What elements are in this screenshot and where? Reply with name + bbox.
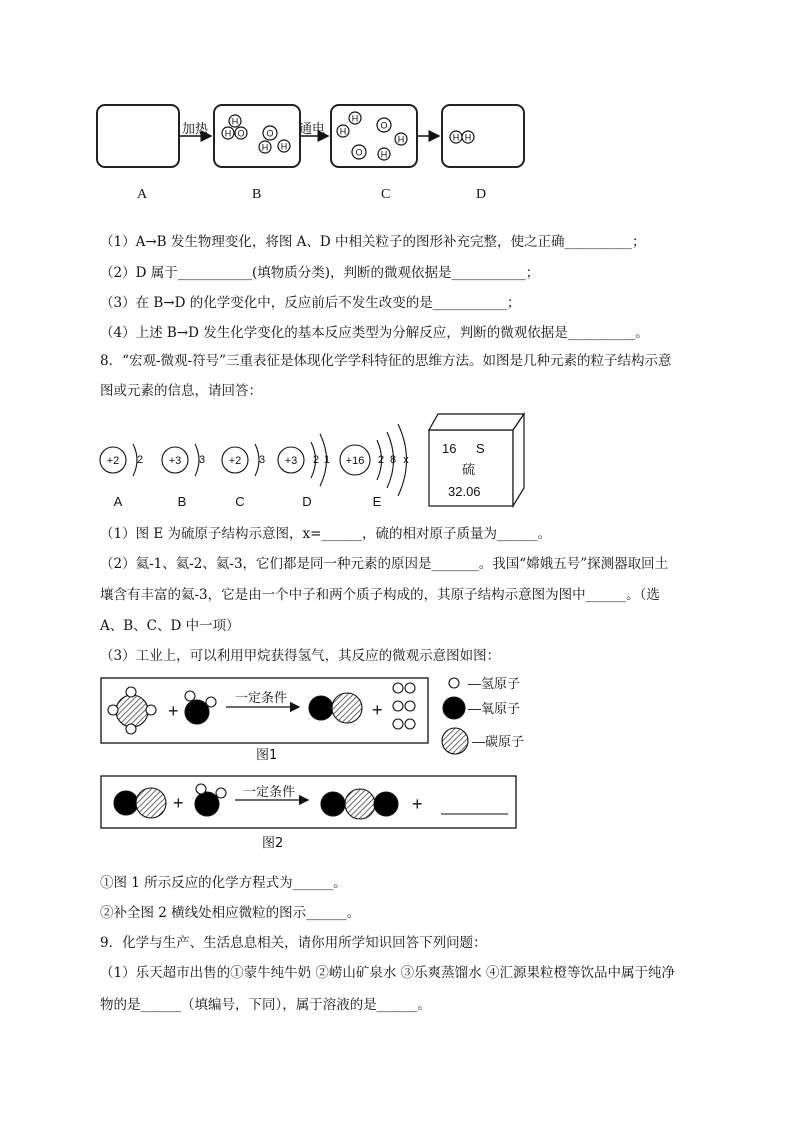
atom-b-label: B bbox=[177, 494, 187, 509]
hydrogen-symbol: H bbox=[351, 113, 359, 124]
caption-b: B bbox=[252, 187, 262, 202]
q9-line-3: 物的是______（填编号，下同），属于溶液的是______。 bbox=[100, 997, 431, 1013]
q8-line-5: （3）工业上，可以利用甲烷获得氢气，其反应的微观示意图如图： bbox=[100, 648, 501, 664]
figure-2-condition: 一定条件 bbox=[243, 784, 296, 799]
atom-e-label: E bbox=[372, 494, 382, 509]
q9-line-2: （1）乐天超市出售的①蒙牛纯牛奶 ②崂山矿泉水 ③乐爽蒸馏水 ④汇源果粒橙等饮品中属于纯净 bbox=[100, 965, 675, 981]
atom-d-label: D bbox=[302, 494, 312, 509]
q8-line-1: （1）图 E 为硫原子结构示意图，x=______，硫的相对原子质量为______。 bbox=[100, 526, 551, 542]
atom-a-nucleus-charge: +2 bbox=[106, 455, 120, 467]
atom-c-nucleus-charge: +2 bbox=[228, 455, 242, 467]
legend-label-3: —碳原子 bbox=[472, 734, 525, 749]
atom-structure-diagrams bbox=[0, 400, 800, 520]
atom-d-shell-1: 2 bbox=[312, 454, 320, 466]
atom-a-label: A bbox=[113, 494, 123, 509]
atom-e-shell-3: x bbox=[403, 454, 409, 466]
svg-text:+: + bbox=[372, 700, 383, 720]
element-mass: 32.06 bbox=[448, 484, 481, 499]
reaction-figure-1 bbox=[0, 668, 800, 768]
q8-line-4: A、B、C、D 中一项） bbox=[100, 618, 240, 634]
q8-line-2: （2）氦-1、氦-2、氦-3，它们都是同一种元素的原因是_______。我国“嫦娥五号”探测器取回土 bbox=[100, 556, 669, 572]
q7-line-4: （4）上述 B→D 发生化学变化的基本反应类型为分解反应，判断的微观依据是__________。 bbox=[100, 325, 649, 341]
element-symbol: S bbox=[476, 441, 485, 456]
hydrogen-symbol: H bbox=[224, 128, 232, 139]
oxygen-symbol: O bbox=[266, 128, 274, 139]
q8-line-3: 壤含有丰富的氦-3，它是由一个中子和两个质子构成的，其原子结构示意图为图中______。（选 bbox=[100, 587, 660, 603]
hydrogen-symbol: H bbox=[464, 132, 472, 143]
q7-line-2: （2）D 属于___________(填物质分类)，判断的微观依据是___________； bbox=[100, 265, 540, 281]
q8-sub-2: ②补全图 2 横线处相应微粒的图示______。 bbox=[100, 905, 361, 921]
atom-e-shell-2: 8 bbox=[389, 454, 397, 466]
atom-e-shell-1: 2 bbox=[377, 454, 385, 466]
hydrogen-symbol: H bbox=[339, 126, 347, 137]
caption-d: D bbox=[476, 187, 487, 202]
atom-e-nucleus-charge: +16 bbox=[345, 455, 365, 467]
q8-sub-1: ①图 1 所示反应的化学方程式为______。 bbox=[100, 875, 347, 891]
legend-symbols bbox=[442, 678, 468, 754]
hydrogen-symbol: H bbox=[280, 141, 288, 152]
atom-c-label: C bbox=[235, 494, 245, 509]
oxygen-symbol: O bbox=[380, 120, 388, 131]
q8-intro-line-1: 8．“宏观-微观-符号”三重表征是体现化学学科特征的思维方法。如图是几种元素的粒子结构示意 bbox=[100, 353, 672, 369]
caption-a: A bbox=[137, 187, 148, 202]
hydrogen-symbol: H bbox=[452, 132, 460, 143]
element-number: 16 bbox=[442, 441, 457, 456]
atom-d-nucleus-charge: +3 bbox=[284, 455, 298, 467]
box-c-particles bbox=[337, 112, 407, 160]
hydrogen-symbol: H bbox=[397, 134, 405, 145]
atom-b-shell-1: 3 bbox=[198, 454, 206, 466]
arrow-heat-label: 加热 bbox=[182, 122, 209, 137]
hydrogen-symbol: H bbox=[231, 116, 239, 127]
q9-line-1: 9．化学与生产、生活息息相关，请你用所学知识回答下列问题： bbox=[100, 935, 487, 951]
plus-sign-2: + bbox=[412, 794, 423, 814]
hydrogen-symbol: H bbox=[261, 142, 269, 153]
q7-line-3: （3）在 B→D 的化学变化中，反应前后不发生改变的是___________； bbox=[100, 295, 521, 311]
plus-sign-1: + bbox=[173, 793, 184, 813]
arrow-electrolysis-label: 通电 bbox=[299, 122, 326, 137]
oxygen-symbol: O bbox=[355, 147, 363, 158]
figure-2-caption: 图2 bbox=[262, 836, 284, 851]
legend-label-2: —氧原子 bbox=[468, 701, 521, 716]
hydrogen-symbol: H bbox=[380, 149, 388, 160]
q8-intro-line-2: 图或元素的信息，请回答： bbox=[100, 383, 262, 399]
figure-1-condition: 一定条件 bbox=[235, 690, 288, 705]
reaction-figure-2 bbox=[0, 770, 800, 840]
atom-c-shell-1: 3 bbox=[258, 454, 266, 466]
caption-c: C bbox=[381, 187, 391, 202]
legend-label-1: —氢原子 bbox=[468, 676, 521, 691]
q7-line-1: （1）A→B 发生物理变化，将图 A、D 中相关粒子的图形补充完整，使之正确__________； bbox=[100, 234, 646, 250]
atom-b-nucleus-charge: +3 bbox=[168, 455, 182, 467]
atom-d-shell-2: 1 bbox=[323, 454, 331, 466]
svg-text:+: + bbox=[168, 701, 179, 721]
top-figure-drawing bbox=[0, 0, 800, 200]
atom-a-shell-1: 2 bbox=[136, 454, 144, 466]
figure-1-caption: 图1 bbox=[256, 748, 278, 763]
element-name: 硫 bbox=[462, 462, 476, 477]
oxygen-symbol: O bbox=[237, 128, 245, 139]
